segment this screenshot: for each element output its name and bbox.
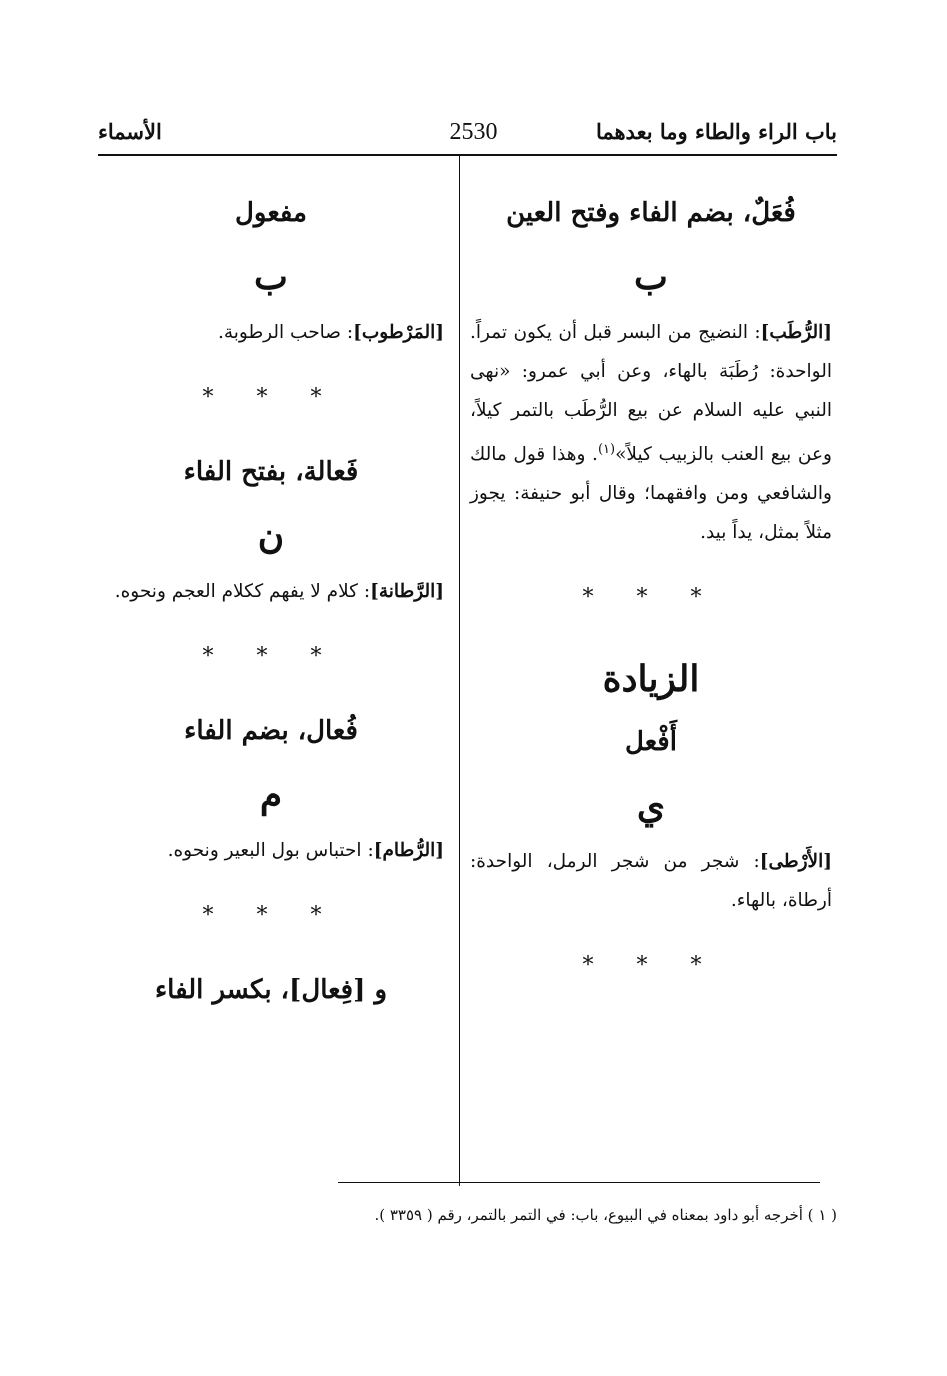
left-letter-ba: ب bbox=[254, 256, 288, 298]
section-separator: * * * bbox=[202, 644, 340, 669]
header-rule bbox=[98, 154, 837, 156]
left-column bbox=[98, 185, 444, 1018]
left-heading-fial: و [فِعال]، بكسر الفاء bbox=[154, 975, 388, 1005]
entry-definition: : كلام لا يفهم ككلام العجم ونحوه. bbox=[114, 581, 371, 602]
entry-term: [الرُّطَب] bbox=[760, 322, 832, 343]
left-heading-fual: فُعال، بضم الفاء bbox=[184, 716, 358, 746]
footnote-rule bbox=[338, 1182, 820, 1183]
entry-definition: : احتباس بول البعير ونحوه. bbox=[167, 840, 374, 861]
right-heading-pattern: فُعَلٌ، بضم الفاء وفتح العين bbox=[506, 198, 796, 228]
entry-martub bbox=[98, 313, 444, 352]
right-letter-ba: ب bbox=[634, 256, 668, 298]
section-separator: * * * bbox=[202, 903, 340, 928]
left-letter-nun: ن bbox=[257, 515, 285, 557]
entry-term: [الرَّطانة] bbox=[370, 581, 444, 602]
section-separator: * * * bbox=[582, 953, 720, 979]
entry-ratana bbox=[98, 572, 444, 611]
page-number: 2530 bbox=[449, 119, 498, 145]
running-header-chapter: باب الراء والطاء وما بعدهما bbox=[595, 119, 837, 144]
left-heading-mafool: مفعول bbox=[235, 198, 307, 228]
footnote-text: ( ١ ) أخرجه أبو داود بمعناه في البيوع، باب: في التمر بالتمر، رقم ( ٣٣٥٩ ). bbox=[374, 1206, 837, 1224]
entry-arta bbox=[470, 842, 832, 920]
right-heading-ziyada: الزيادة bbox=[602, 658, 700, 701]
footnote-marker[interactable]: (١) bbox=[597, 442, 616, 457]
entry-definition: : صاحب الرطوبة. bbox=[217, 322, 354, 343]
right-column bbox=[470, 185, 832, 1012]
column-divider bbox=[459, 156, 460, 1186]
section-separator: * * * bbox=[582, 585, 720, 611]
entry-rutam bbox=[98, 831, 444, 870]
left-letter-mim: م bbox=[259, 774, 283, 816]
entry-term: [الأَرْطى] bbox=[759, 851, 832, 873]
entry-definition-continued: . وهذا قول مالك والشافعي ومن وافقهما؛ وقال أبو حنيفة: يجوز مثلاً بمثل، يداً بيد. bbox=[470, 444, 832, 544]
entry-definition: : شجر من شجر الرمل، الواحدة: أرطاة، بالهاء. bbox=[470, 851, 832, 912]
entry-term: [المَرْطوب] bbox=[353, 322, 444, 343]
running-header-section: الأسماء bbox=[98, 119, 162, 144]
entry-definition: : النضيج من البسر قبل أن يكون تمراً. الواحدة: رُطَبَة بالهاء، وعن أبي عمرو: «نهى النبي عليه السلام عن بيع الرُّطَب بالتمر كيلاً، وعن بيع العنب بالزبيب كيلاً» bbox=[470, 322, 832, 466]
section-separator: * * * bbox=[202, 385, 340, 410]
right-heading-afal: أَفْعل bbox=[625, 727, 677, 758]
entry-rutab bbox=[470, 313, 832, 552]
right-letter-ya: ي bbox=[636, 785, 666, 828]
entry-term: [الرُّطام] bbox=[373, 840, 444, 861]
left-heading-faala: فَعالة، بفتح الفاء bbox=[183, 457, 359, 487]
